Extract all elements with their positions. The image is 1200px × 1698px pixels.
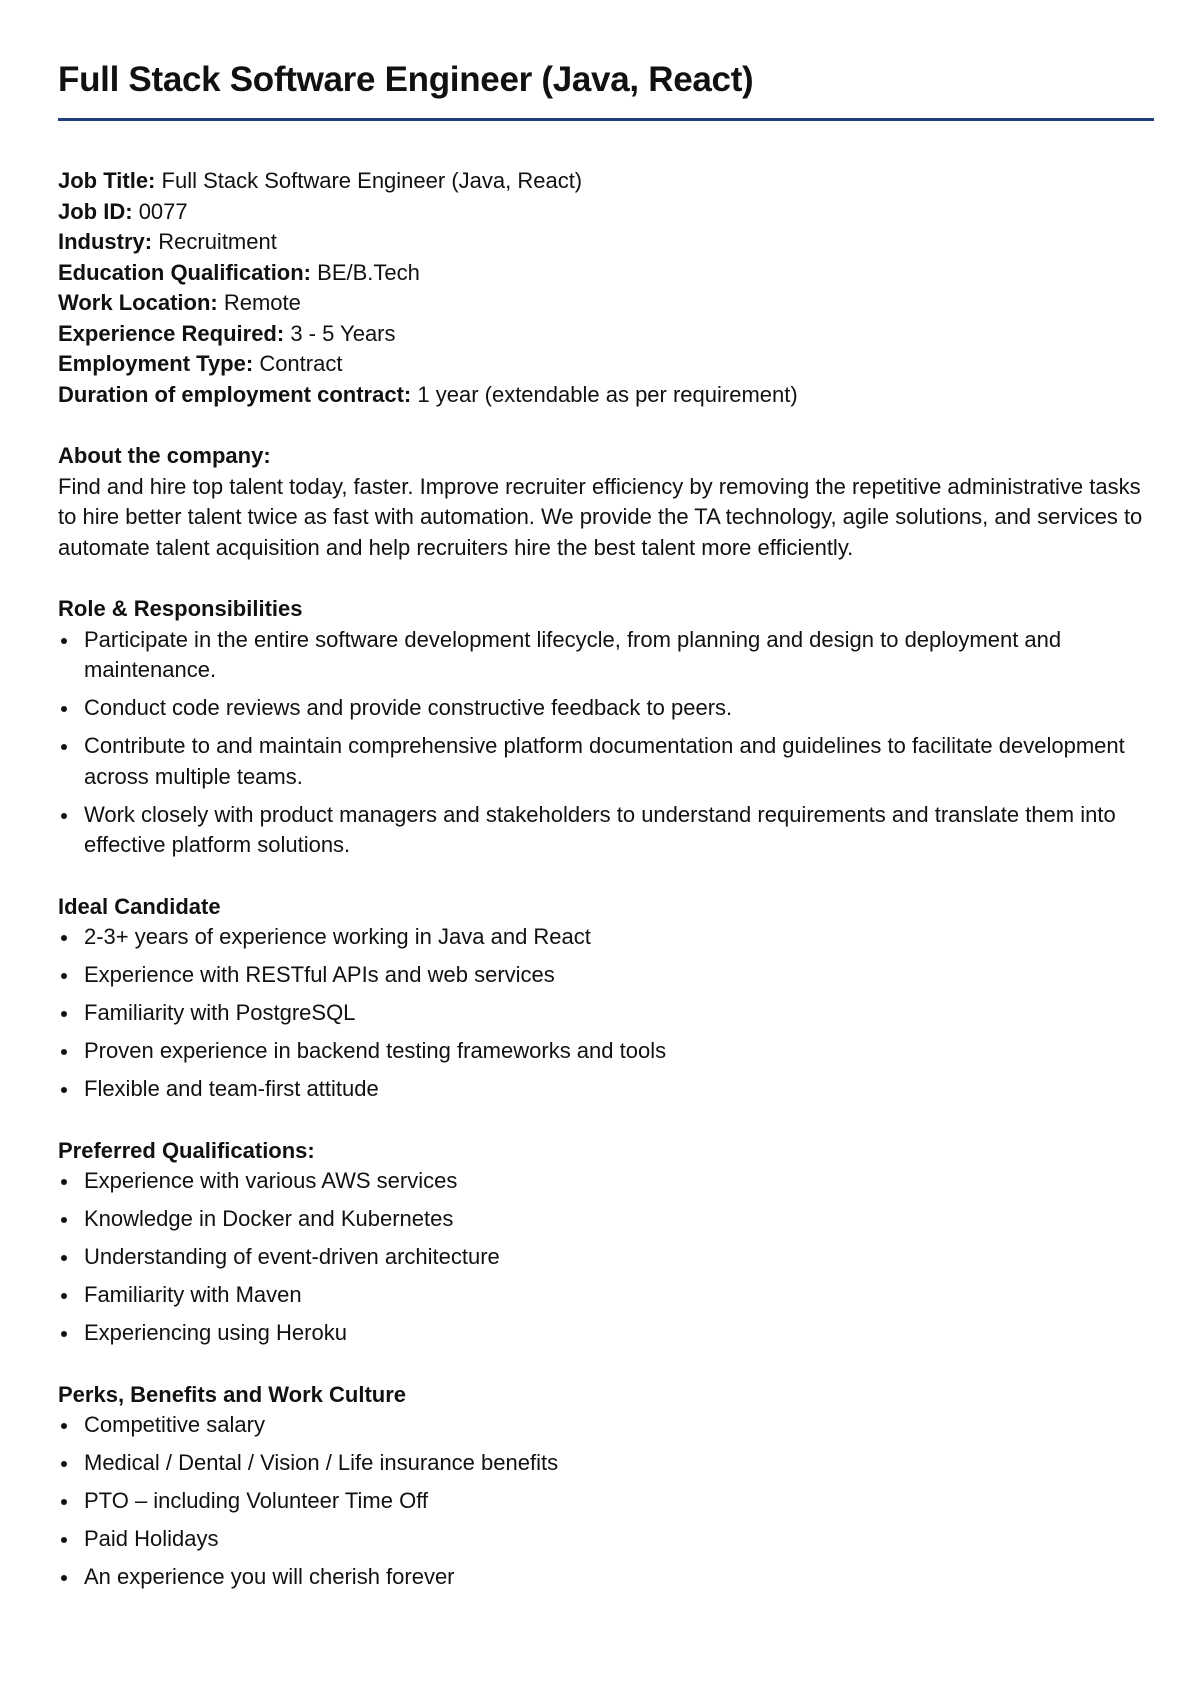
bullet-icon	[61, 1255, 67, 1261]
list-item	[58, 1524, 1154, 1555]
list-item	[58, 1486, 1154, 1517]
list-item	[58, 1448, 1154, 1479]
list-item	[58, 1280, 1154, 1311]
list-item	[58, 1318, 1154, 1349]
meta-job-title	[58, 166, 1154, 197]
list-item-text: Conduct code reviews and provide constructive feedback to peers.	[84, 695, 733, 720]
list-item-text: 2-3+ years of experience working in Java and React	[84, 924, 591, 949]
meta-value: Recruitment	[158, 229, 277, 254]
bullet-icon	[61, 1575, 67, 1581]
bullet-icon	[61, 1011, 67, 1017]
about-paragraph: Find and hire top talent today, faster. Improve recruiter efficiency by removing the repetitive administrative tasks to hire better talent twice as fast with automation. We provide the TA technology, agile solutions, and services to automate talent acquisition and help recruiters hire the best talent more efficiently.	[58, 473, 1143, 560]
section-heading: Preferred Qualifications:	[58, 1137, 315, 1163]
meta-label: Education Qualification:	[58, 259, 312, 285]
roles-list	[58, 625, 1154, 861]
bullet-icon	[61, 1499, 67, 1505]
list-item-text: Work closely with product managers and stakeholders to understand requirements and translate them into effective platform solutions.	[84, 801, 1116, 857]
bullet-icon	[61, 1331, 67, 1337]
preferred-qualifications-section	[58, 1136, 1154, 1349]
meta-work-location	[58, 288, 1154, 319]
list-item-text: Medical / Dental / Vision / Life insurance benefits	[84, 1450, 559, 1475]
meta-label: Industry:	[58, 229, 153, 254]
list-item-text: PTO – including Volunteer Time Off	[84, 1488, 429, 1513]
list-item	[58, 800, 1154, 861]
meta-value: Full Stack Software Engineer (Java, React)	[161, 168, 583, 193]
roles-section	[58, 594, 1154, 861]
section-heading: Role & Responsibilities	[58, 596, 303, 621]
list-item	[58, 998, 1154, 1029]
bullet-icon	[61, 813, 67, 819]
job-posting-document	[58, 0, 1154, 1593]
list-item-text: An experience you will cherish forever	[84, 1564, 455, 1589]
list-item-text: Familiarity with PostgreSQL	[84, 1000, 356, 1025]
bullet-icon	[61, 1293, 67, 1299]
list-item-text: Proven experience in backend testing frameworks and tools	[84, 1038, 667, 1063]
list-item	[58, 1166, 1154, 1197]
meta-value: Remote	[223, 290, 301, 315]
bullet-icon	[61, 1049, 67, 1055]
title-divider	[58, 118, 1154, 121]
bullet-icon	[61, 706, 67, 712]
list-item-text: Experiencing using Heroku	[84, 1320, 347, 1345]
preferred-qualifications-list	[58, 1166, 1154, 1349]
meta-education	[58, 258, 1154, 289]
list-item	[58, 960, 1154, 991]
meta-job-id	[58, 197, 1154, 228]
bullet-icon	[61, 935, 67, 941]
list-item-text: Knowledge in Docker and Kubernetes	[84, 1206, 454, 1231]
meta-experience	[58, 319, 1154, 350]
bullet-icon	[61, 1423, 67, 1429]
ideal-candidate-section	[58, 892, 1154, 1105]
list-item-text: Experience with various AWS services	[84, 1168, 458, 1193]
meta-label: Job Title:	[58, 168, 156, 193]
list-item-text: Paid Holidays	[84, 1526, 219, 1551]
list-item-text: Contribute to and maintain comprehensive platform documentation and guidelines to facilitate development across multiple teams.	[84, 733, 1125, 789]
section-heading: Perks, Benefits and Work Culture	[58, 1381, 407, 1407]
meta-label: Experience Required:	[58, 320, 285, 346]
bullet-icon	[61, 1179, 67, 1185]
list-item	[58, 1410, 1154, 1441]
perks-section	[58, 1380, 1154, 1593]
meta-value: 3 - 5 Years	[290, 320, 396, 346]
bullet-icon	[61, 744, 67, 750]
meta-value: 0077	[138, 198, 188, 224]
about-section	[58, 441, 1154, 563]
list-item-text: Flexible and team-first attitude	[84, 1076, 379, 1101]
list-item-text: Experience with RESTful APIs and web services	[84, 962, 555, 987]
list-item	[58, 625, 1154, 686]
perks-list	[58, 1410, 1154, 1593]
list-item	[58, 1562, 1154, 1593]
list-item-text: Familiarity with Maven	[84, 1282, 302, 1307]
bullet-icon	[61, 1537, 67, 1543]
list-item-text: Competitive salary	[84, 1412, 265, 1437]
meta-label: Employment Type:	[58, 351, 254, 376]
meta-label: Duration of employment contract:	[58, 381, 412, 407]
page-title: Full Stack Software Engineer (Java, React)	[58, 60, 754, 99]
list-item-text: Participate in the entire software development lifecycle, from planning and design to deployment and maintenance.	[84, 626, 1062, 682]
list-item	[58, 1074, 1154, 1105]
meta-contract-duration	[58, 380, 1154, 411]
list-item	[58, 1242, 1154, 1273]
section-heading: Ideal Candidate	[58, 893, 221, 919]
job-details	[58, 166, 1154, 410]
bullet-icon	[61, 973, 67, 979]
meta-label: Work Location:	[58, 290, 218, 315]
ideal-candidate-list	[58, 922, 1154, 1105]
list-item	[58, 693, 1154, 724]
meta-employment-type	[58, 349, 1154, 380]
section-heading: About the company:	[58, 443, 271, 468]
meta-industry	[58, 227, 1154, 258]
meta-value: BE/B.Tech	[317, 259, 420, 285]
list-item	[58, 1036, 1154, 1067]
meta-value: Contract	[259, 351, 343, 376]
list-item	[58, 1204, 1154, 1235]
bullet-icon	[61, 638, 67, 644]
bullet-icon	[61, 1461, 67, 1467]
bullet-icon	[61, 1087, 67, 1093]
list-item	[58, 922, 1154, 953]
list-item-text: Understanding of event-driven architecture	[84, 1244, 500, 1269]
bullet-icon	[61, 1217, 67, 1223]
meta-label: Job ID:	[58, 198, 133, 224]
meta-value: 1 year (extendable as per requirement)	[417, 381, 798, 407]
list-item	[58, 731, 1154, 792]
